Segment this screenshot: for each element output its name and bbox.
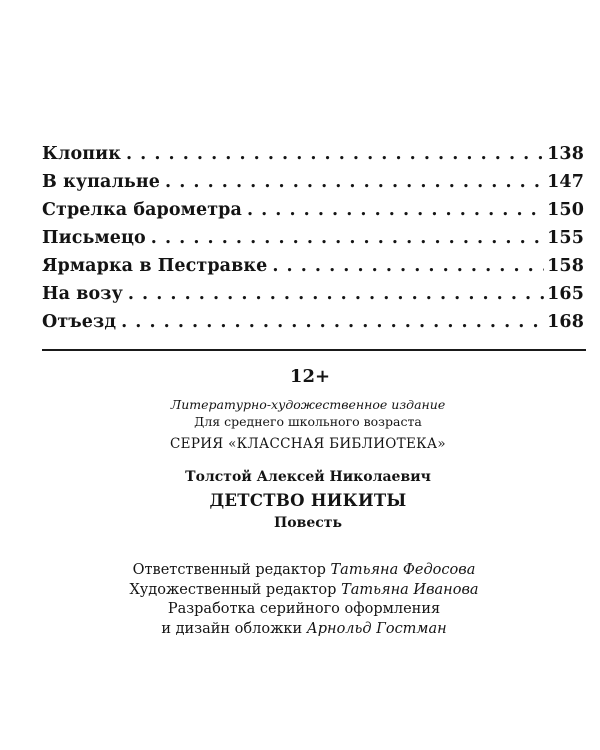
book-genre: Повесть: [274, 515, 342, 531]
toc-entry-title: Клопик: [42, 144, 121, 164]
credit-line-designer: [4, 620, 600, 640]
credit-line-art-editor: [4, 581, 600, 601]
toc-entry: [42, 172, 584, 200]
credit-line-design: Разработка серийного оформления: [167, 601, 441, 617]
credit-role: Художественный редактор: [129, 581, 337, 598]
series-name: СЕРИЯ «КЛАССНАЯ БИБЛИОТЕКА»: [170, 436, 446, 452]
toc-entry-title: Ярмарка в Пестравке: [42, 256, 268, 276]
toc-entry-page: 138: [547, 144, 584, 164]
author-name: Толстой Алексей Николаевич: [185, 469, 431, 485]
toc-entry-page: 155: [547, 228, 584, 248]
toc-dot-leader: [126, 144, 544, 164]
toc-entry: [42, 284, 584, 312]
toc-dot-leader: [272, 256, 544, 276]
toc-entry: [42, 312, 584, 340]
age-rating: 12+: [289, 366, 331, 387]
audience-note: Для среднего школьного возраста: [194, 414, 422, 429]
toc-dot-leader: [165, 172, 544, 192]
toc-dot-leader: [151, 228, 544, 248]
toc-dot-leader: [121, 312, 544, 332]
toc-dot-leader: [247, 200, 544, 220]
toc-entry-title: Стрелка барометра: [42, 200, 242, 220]
credit-person: Арнольд Гостман: [306, 620, 447, 637]
credit-line-editor: [4, 561, 600, 581]
divider-rule: [42, 349, 586, 351]
credits-block: [4, 561, 600, 639]
credit-role: и дизайн обложки: [161, 620, 303, 637]
credit-role: Ответственный редактор: [132, 562, 326, 578]
toc-entry-page: 147: [547, 172, 584, 192]
toc-entry-title: Отъезд: [42, 312, 117, 332]
toc-entry-title: В купальне: [42, 172, 161, 192]
toc-entry-page: 168: [547, 312, 584, 332]
edition-type: Литературно-художественное издание: [170, 397, 446, 412]
toc-dot-leader: [128, 284, 544, 304]
toc-entry-page: 165: [547, 284, 584, 304]
credit-person: Татьяна Федосова: [330, 562, 476, 578]
table-of-contents: [42, 144, 584, 340]
book-title: ДЕТСТВО НИКИТЫ: [209, 491, 407, 510]
toc-entry: [42, 228, 584, 256]
toc-entry-page: 158: [547, 256, 584, 276]
toc-entry: [42, 256, 584, 284]
credit-person: Татьяна Иванова: [341, 581, 479, 598]
toc-entry: [42, 200, 584, 228]
toc-entry: [42, 144, 584, 172]
toc-entry-title: На возу: [42, 284, 123, 304]
toc-entry-page: 150: [547, 200, 584, 220]
toc-entry-title: Письмецо: [42, 228, 146, 248]
